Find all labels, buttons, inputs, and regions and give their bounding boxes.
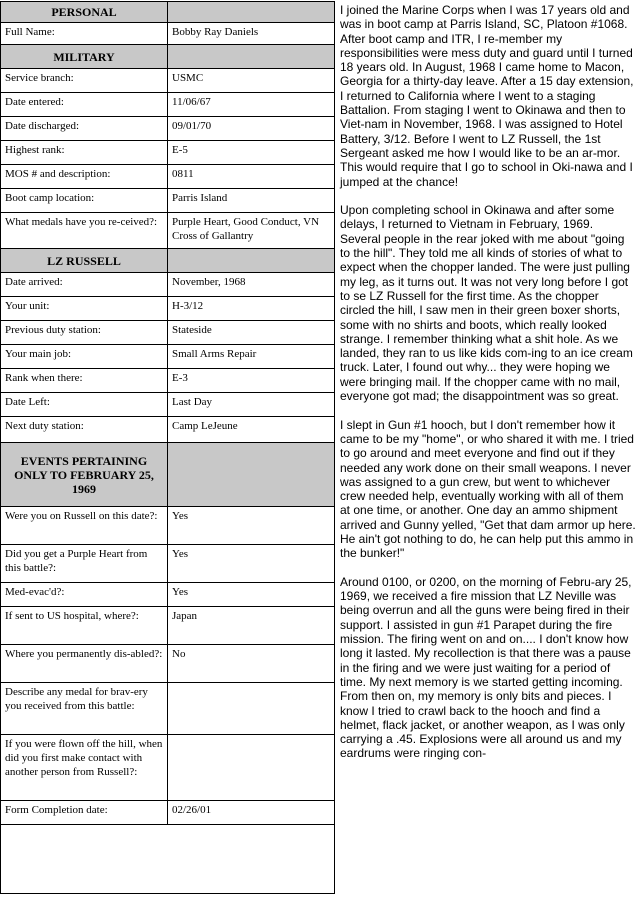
form-row — [1, 23, 335, 45]
section-header-blank — [168, 249, 335, 273]
section-header: EVENTS PERTAINING ONLY TO FEBRUARY 25, 1969 — [1, 443, 168, 507]
field-value: November, 1968 — [168, 273, 335, 297]
field-label: Date entered: — [1, 93, 168, 117]
narrative-paragraph: Around 0100, or 0200, on the morning of Febru-ary 25, 1969, we received a fire mission that LZ Neville was being overrun and all the guns were being fired in their support. I assisted in gun #1 Parapet during the fire mission. The firing went on and on.... I don't know how long it lasted. My recollection is that there was a pause in the firing and we were just waiting for a period of time. My next memory is we started getting incoming. From then on, my memory is only bits and pieces. I know I tried to crawl back to the hooch and find a helmet, flack jacket, or another weapon, as I was only carrying a .45. Explosions were all around us and my eardrums were ringing con- — [340, 574, 632, 761]
field-label: Next duty station: — [1, 417, 168, 443]
form-row — [1, 69, 335, 93]
section-header-row — [1, 2, 335, 23]
form-row — [1, 297, 335, 321]
field-value: Purple Heart, Good Conduct, VN Cross of Gallantry — [168, 213, 335, 249]
field-value: 09/01/70 — [168, 117, 335, 141]
field-value: Stateside — [168, 321, 335, 345]
field-label: Date discharged: — [1, 117, 168, 141]
field-label: Med-evac'd?: — [1, 583, 168, 607]
field-label: Rank when there: — [1, 369, 168, 393]
field-label: Form Completion date: — [1, 801, 168, 825]
field-label: Did you get a Purple Heart from this battle?: — [1, 545, 168, 583]
field-value: USMC — [168, 69, 335, 93]
form-row — [1, 189, 335, 213]
field-value: 0811 — [168, 165, 335, 189]
field-value: H-3/12 — [168, 297, 335, 321]
field-value: No — [168, 645, 335, 683]
form-row — [1, 645, 335, 683]
form-row — [1, 141, 335, 165]
field-value: Parris Island — [168, 189, 335, 213]
form-row — [1, 507, 335, 545]
field-value: Japan — [168, 607, 335, 645]
field-value: Yes — [168, 507, 335, 545]
form-row — [1, 213, 335, 249]
section-header-row — [1, 443, 335, 507]
field-label: What medals have you re-ceived?: — [1, 213, 168, 249]
form-row — [1, 273, 335, 297]
field-label: Were you on Russell on this date?: — [1, 507, 168, 545]
field-label: Where you permanently dis-abled?: — [1, 645, 168, 683]
form-row — [1, 393, 335, 417]
field-label: Service branch: — [1, 69, 168, 93]
section-header: LZ RUSSELL — [1, 249, 168, 273]
form-row — [1, 165, 335, 189]
field-label: Date arrived: — [1, 273, 168, 297]
section-header: MILITARY — [1, 45, 168, 69]
form-row — [1, 345, 335, 369]
veteran-form-table — [0, 1, 335, 894]
form-footer-empty-row — [1, 825, 335, 894]
field-value: Yes — [168, 545, 335, 583]
field-value: Yes — [168, 583, 335, 607]
field-label: Describe any medal for brav-ery you received from this battle: — [1, 683, 168, 735]
field-label: If you were flown off the hill, when did you first make contact with another person from Russell?: — [1, 735, 168, 801]
section-header-blank — [168, 45, 335, 69]
field-label: Date Left: — [1, 393, 168, 417]
form-row — [1, 683, 335, 735]
field-value — [168, 683, 335, 735]
field-value: E-3 — [168, 369, 335, 393]
form-row — [1, 369, 335, 393]
form-row — [1, 583, 335, 607]
field-value: E-5 — [168, 141, 335, 165]
field-value — [168, 735, 335, 801]
field-value: Last Day — [168, 393, 335, 417]
field-label: Previous duty station: — [1, 321, 168, 345]
narrative-paragraph: I slept in Gun #1 hooch, but I don't remember how it came to be my "home", or who shared it with me. I tried to go around and meet everyone and find out if they needed any work done on their small weapons. I never was assigned to a gun crew, but went to whichever crew needed help, eventually working with all of them at one time, or another. One day an ammo shipment arrived and Gunny yelled, "Get that dam armor up here. He ain't got nothing to do, he can help put this ammo in the bunker!" — [340, 417, 636, 561]
form-row — [1, 417, 335, 443]
field-label: MOS # and description: — [1, 165, 168, 189]
field-value: 11/06/67 — [168, 93, 335, 117]
narrative-paragraph: Upon completing school in Okinawa and after some delays, I returned to Vietnam in February, 1969. Several people in the rear joked with me about "going to the hill". They told me all kinds of stories of what to expect when the chopper landed. The were just pulling my leg, as it turns out. It was not very long before I got to se LZ Russell for the first time. As the chopper circled the hill, I saw men in their green boxer shorts, some with no shirts and boots, which really looked strange. I remember thinking what a shit hole. As we landed, they ran to us like kids com-ing to an ice cream truck. Later, I found out why... they were hoping we were bringing mail. If the chopper came with no mail, everyone got mad; the disappointment was so great. — [340, 203, 633, 404]
field-value: 02/26/01 — [168, 801, 335, 825]
narrative-column — [340, 3, 636, 761]
field-label: Full Name: — [1, 23, 168, 45]
form-row — [1, 321, 335, 345]
field-label: Your main job: — [1, 345, 168, 369]
field-value: Bobby Ray Daniels — [168, 23, 335, 45]
narrative-paragraph: I joined the Marine Corps when I was 17 years old and was in boot camp at Parris Island, SC, Platoon #1068. After boot camp and ITR, I re-member my responsibilities were mess duty and guard until I turned 18 years old. In August, 1968 I came home to Macon, Georgia for a thirty-day leave. After a 15 day extension, I returned to California where I went to a staging Battalion. From staging I went to Okinawa and then to Viet-nam in November, 1968. I was assigned to Hotel Battery, 3/12. Before I went to LZ Russell, the 1st Sergeant asked me how I would like to be an ar-mor. This would require that I go to school in Oki-nawa and I jumped at the chance! — [340, 3, 634, 189]
field-value: Camp LeJeune — [168, 417, 335, 443]
section-header: PERSONAL — [1, 2, 168, 23]
form-row — [1, 545, 335, 583]
field-label: Boot camp location: — [1, 189, 168, 213]
section-header-blank — [168, 443, 335, 507]
empty-cell — [1, 825, 335, 894]
field-value: Small Arms Repair — [168, 345, 335, 369]
form-row — [1, 801, 335, 825]
form-row — [1, 607, 335, 645]
form-row — [1, 735, 335, 801]
section-header-row — [1, 45, 335, 69]
form-row — [1, 93, 335, 117]
form-row — [1, 117, 335, 141]
section-header-row — [1, 249, 335, 273]
field-label: If sent to US hospital, where?: — [1, 607, 168, 645]
field-label: Your unit: — [1, 297, 168, 321]
section-header-blank — [168, 2, 335, 23]
veteran-form-body — [1, 2, 335, 894]
field-label: Highest rank: — [1, 141, 168, 165]
